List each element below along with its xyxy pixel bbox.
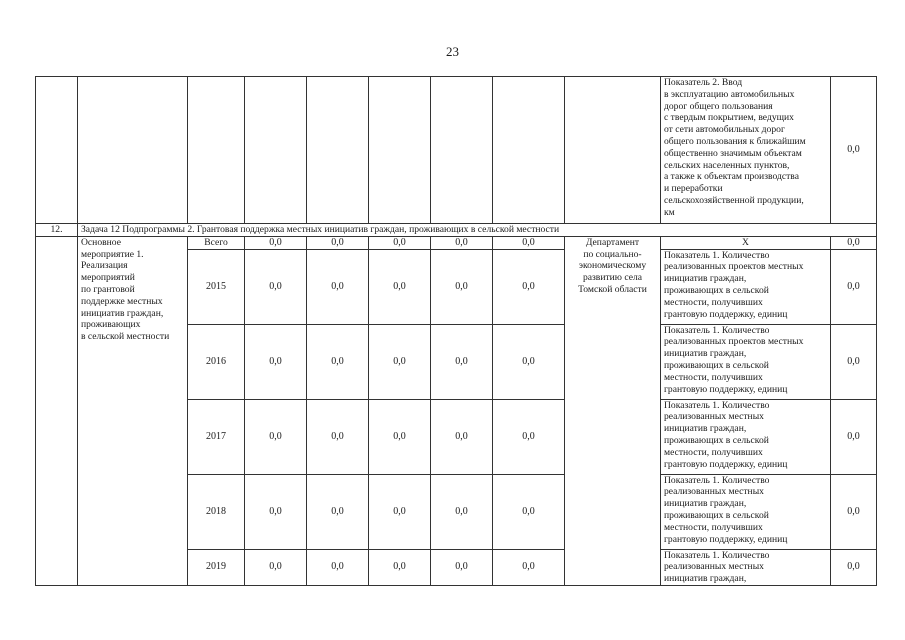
value-cell: 0,0 <box>245 324 307 399</box>
value-cell: 0,0 <box>245 549 307 585</box>
period-cell: Всего <box>188 236 245 249</box>
task-row <box>36 224 877 237</box>
value-cell: 0,0 <box>431 474 493 549</box>
empty-cell <box>369 77 431 224</box>
period-cell: 2018 <box>188 474 245 549</box>
indicator-text: Показатель 1. Количество реализованных проектов местных инициатив граждан, проживающих в сельской местности, получивших грантовую поддержку, единиц <box>661 324 831 399</box>
empty-cell <box>431 77 493 224</box>
indicator-value: 0,0 <box>831 399 877 474</box>
empty-cell <box>36 77 78 224</box>
period-cell: 2015 <box>188 249 245 324</box>
indicator-value: 0,0 <box>831 474 877 549</box>
value-cell: 0,0 <box>369 236 431 249</box>
value-cell: 0,0 <box>369 249 431 324</box>
period-cell: 2016 <box>188 324 245 399</box>
value-cell: 0,0 <box>431 549 493 585</box>
indicator-text: Показатель 1. Количество реализованных проектов местных инициатив граждан, проживающих в сельской местности, получивших грантовую поддержку, единиц <box>661 249 831 324</box>
continuation-row <box>36 77 877 224</box>
task-number: 12. <box>36 224 78 237</box>
executor-cell: Департамент по социально- экономическому развитию села Томской области <box>565 236 661 585</box>
empty-cell <box>307 77 369 224</box>
value-cell: 0,0 <box>493 249 565 324</box>
indicator-value: 0,0 <box>831 236 877 249</box>
indicator-value: 0,0 <box>831 77 877 224</box>
page-number: 23 <box>446 44 459 59</box>
value-cell: 0,0 <box>307 474 369 549</box>
activity-name: Основное мероприятие 1. Реализация мероприятий по грантовой поддержке местных инициатив граждан, проживающих в сельской местности <box>78 236 188 585</box>
value-cell: 0,0 <box>431 249 493 324</box>
value-cell: 0,0 <box>369 324 431 399</box>
value-cell: 0,0 <box>493 236 565 249</box>
indicator-text: Показатель 1. Количество реализованных местных инициатив граждан, <box>661 549 831 585</box>
value-cell: 0,0 <box>245 249 307 324</box>
value-cell: 0,0 <box>493 399 565 474</box>
value-cell: 0,0 <box>245 236 307 249</box>
empty-cell <box>188 77 245 224</box>
value-cell: 0,0 <box>307 324 369 399</box>
value-cell: 0,0 <box>431 399 493 474</box>
period-cell: 2017 <box>188 399 245 474</box>
value-cell: 0,0 <box>245 399 307 474</box>
value-cell: 0,0 <box>369 474 431 549</box>
empty-cell <box>493 77 565 224</box>
value-cell: 0,0 <box>493 549 565 585</box>
indicator-text: Показатель 1. Количество реализованных местных инициатив граждан, проживающих в сельской местности, получивших грантовую поддержку, единиц <box>661 474 831 549</box>
value-cell: 0,0 <box>307 549 369 585</box>
value-cell: 0,0 <box>493 324 565 399</box>
indicator-value: 0,0 <box>831 249 877 324</box>
indicator-text: Показатель 2. Ввод в эксплуатацию автомобильных дорог общего пользования с твердым покрытием, ведущих от сети автомобильных дорог общего пользования к ближайшим общественно значимым объектам сельских населенных пунктов, а также к объектам производства и переработки сельскохозяйственной продукции, км <box>661 77 831 224</box>
table-row <box>36 236 877 249</box>
value-cell: 0,0 <box>431 324 493 399</box>
indicator-text: Показатель 1. Количество реализованных местных инициатив граждан, проживающих в сельской местности, получивших грантовую поддержку, единиц <box>661 399 831 474</box>
value-cell: 0,0 <box>245 474 307 549</box>
indicator-value: 0,0 <box>831 549 877 585</box>
indicator-text: Х <box>661 236 831 249</box>
indicator-value: 0,0 <box>831 324 877 399</box>
empty-cell <box>245 77 307 224</box>
value-cell: 0,0 <box>369 399 431 474</box>
value-cell: 0,0 <box>307 399 369 474</box>
value-cell: 0,0 <box>307 249 369 324</box>
empty-cell <box>565 77 661 224</box>
value-cell: 0,0 <box>307 236 369 249</box>
value-cell: 0,0 <box>493 474 565 549</box>
value-cell: 0,0 <box>369 549 431 585</box>
task-title: Задача 12 Подпрограммы 2. Грантовая поддержка местных инициатив граждан, проживающих в сельской местности <box>78 224 877 237</box>
empty-cell <box>78 77 188 224</box>
empty-cell <box>36 236 78 585</box>
program-table <box>35 76 877 586</box>
period-cell: 2019 <box>188 549 245 585</box>
value-cell: 0,0 <box>431 236 493 249</box>
